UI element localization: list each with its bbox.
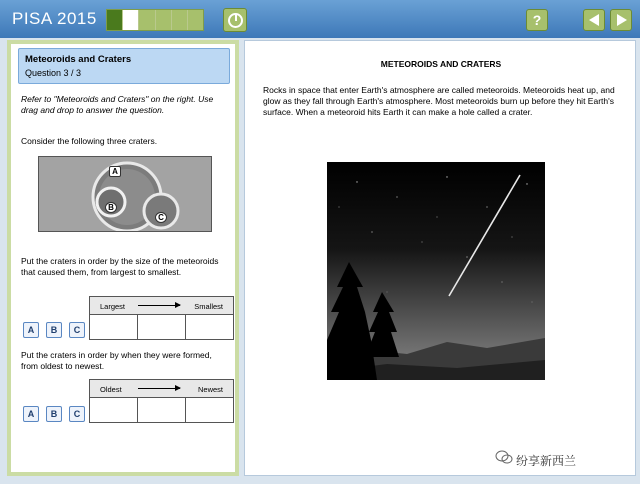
instruction-text: Refer to "Meteoroids and Craters" on the right. Use drag and drop to answer the question. <box>21 94 214 115</box>
progress-segment <box>172 10 188 30</box>
drag-tile-c[interactable]: C <box>69 322 85 338</box>
drag-tile-b[interactable]: B <box>46 322 62 338</box>
watermark-text: 纷享新西兰 <box>516 454 577 468</box>
stimulus-panel <box>244 40 636 476</box>
progress-segment <box>188 10 203 30</box>
crater-label: C <box>155 212 167 223</box>
drag-tile-a[interactable]: A <box>23 406 39 422</box>
crater-label: A <box>109 166 121 177</box>
brand-title: PISA 2015 <box>12 9 97 28</box>
drop-target[interactable] <box>138 398 186 422</box>
arrow-right-icon <box>138 388 180 389</box>
crater-label: B <box>105 202 117 213</box>
stimulus-paragraph: Rocks in space that enter Earth's atmosphere are called meteoroids. Meteoroids heat up, and glow as they fall through Earth's atmosphere. Most meteoroids burn up before they hit Earth's surface. When a meteoroid hits Earth it can make a hole called a crater. <box>263 85 615 117</box>
progress-bar <box>106 9 204 31</box>
drop-target[interactable] <box>90 315 138 339</box>
drop-target[interactable] <box>90 398 138 422</box>
meteor-photo <box>327 162 545 380</box>
drop-target[interactable] <box>138 315 186 339</box>
drop-target[interactable] <box>186 315 233 339</box>
triangle-left-icon <box>589 14 599 26</box>
drag-tile-a[interactable]: A <box>23 322 39 338</box>
progress-segment <box>107 10 123 30</box>
question-panel <box>7 40 239 476</box>
task-age-text: Put the craters in order by when they were formed, from oldest to newest. <box>21 350 212 371</box>
largest-label: Largest <box>100 302 126 311</box>
age-order-table <box>89 379 234 423</box>
progress-segment <box>123 10 139 30</box>
smallest-label: Smallest <box>194 302 223 311</box>
next-button[interactable] <box>610 9 632 31</box>
help-button[interactable]: ? <box>526 9 548 31</box>
question-number: Question 3 / 3 <box>25 68 82 78</box>
newest-label: Newest <box>197 385 223 394</box>
triangle-right-icon <box>617 14 627 26</box>
size-order-table <box>89 296 234 340</box>
size-order-header <box>90 297 233 315</box>
crater-image <box>38 156 212 232</box>
previous-button[interactable] <box>583 9 605 31</box>
drop-target[interactable] <box>186 398 233 422</box>
arrow-right-icon <box>138 305 180 306</box>
consider-text: Consider the following three craters. <box>21 136 158 146</box>
drag-tile-c[interactable]: C <box>69 406 85 422</box>
drag-tile-b[interactable]: B <box>46 406 62 422</box>
progress-segment <box>139 10 155 30</box>
top-toolbar <box>0 0 640 38</box>
age-order-header <box>90 380 233 398</box>
question-title: Meteoroids and Craters <box>25 54 132 65</box>
question-header <box>18 48 230 84</box>
progress-segment <box>156 10 172 30</box>
clock-icon[interactable] <box>223 8 247 32</box>
stimulus-title: METEOROIDS AND CRATERS <box>380 59 502 69</box>
oldest-label: Oldest <box>100 385 122 394</box>
task-size-text: Put the craters in order by the size of the meteoroids that caused them, from largest to smallest. <box>21 256 219 277</box>
wechat-icon <box>495 450 513 464</box>
